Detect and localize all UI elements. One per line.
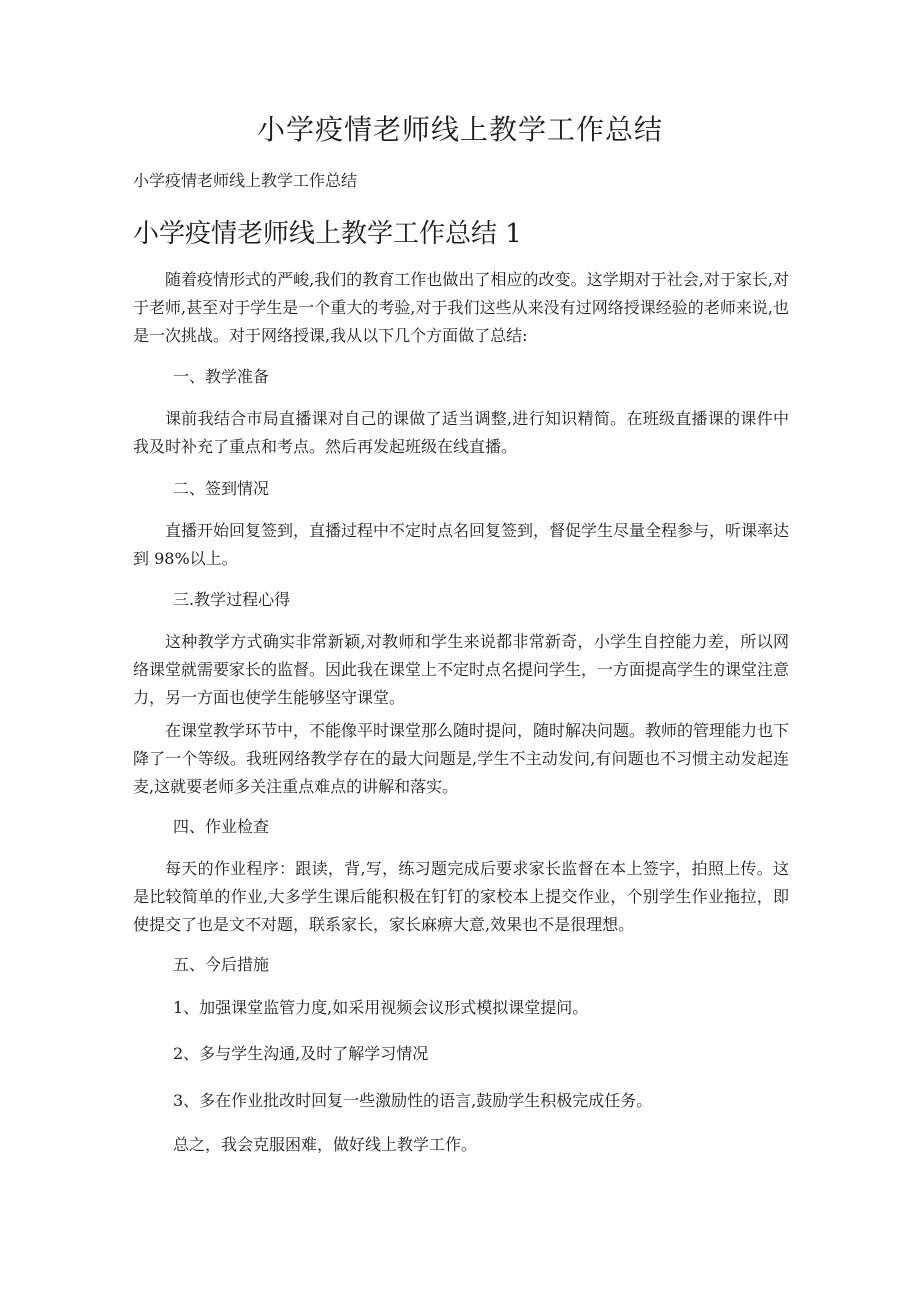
- conclusion-paragraph: 总之，我会克服困难，做好线上教学工作。: [173, 1135, 478, 1154]
- measure-item-3: 3、多在作业批改时回复一些激励性的语言,鼓励学生积极完成任务。: [173, 1091, 653, 1110]
- section-label-homework: 四、作业检查: [173, 817, 270, 836]
- intro-paragraph: 随着疫情形式的严峻,我们的教育工作也做出了相应的改变。这学期对于社会,对于家长,对于老师,甚至对于学生是一个重大的考验,对于我们这些从来没有过网络授课经验的老师来说,也是一次挑战。对于网络授课,我从以下几个方面做了总结:: [133, 270, 789, 345]
- checkin-paragraph: 直播开始回复签到，直播过程中不定时点名回复签到，督促学生尽量全程参与，听课率达到 98%以上。: [133, 521, 790, 568]
- measure-item-1: 1、加强课堂监管力度,如采用视频会议形式模拟课堂提问。: [173, 998, 589, 1017]
- section-label-checkin: 二、签到情况: [173, 479, 270, 498]
- section-label-teaching-process: 三.教学过程心得: [173, 590, 291, 609]
- document-subtitle: 小学疫情老师线上教学工作总结: [133, 171, 358, 190]
- teaching-process-paragraph-2: 在课堂教学环节中，不能像平时课堂那么随时提问，随时解决问题。教师的管理能力也下降了一个等级。我班网络教学存在的最大问题是,学生不主动发问,有问题也不习惯主动发起连麦,这就要老师多关注重点难点的讲解和落实。: [133, 721, 790, 796]
- document-title: 小学疫情老师线上教学工作总结: [256, 113, 663, 146]
- section-heading: 小学疫情老师线上教学工作总结 1: [133, 219, 522, 249]
- measure-item-2: 2、多与学生沟通,及时了解学习情况: [173, 1044, 429, 1063]
- teaching-process-paragraph-1: 这种教学方式确实非常新颖,对教师和学生来说都非常新奇，小学生自控能力差，所以网络课堂就需要家长的监督。因此我在课堂上不定时点名提问学生，一方面提高学生的课堂注意力，另一方面也使学生能够坚守课堂。: [133, 632, 790, 707]
- homework-paragraph: 每天的作业程序：跟读，背,写，练习题完成后要求家长监督在本上签字，拍照上传。这是比较简单的作业,大多学生课后能积极在钉钉的家校本上提交作业，个别学生作业拖拉，即使提交了也是文不对题，联系家长，家长麻痹大意,效果也不是很理想。: [133, 859, 789, 934]
- section-label-future-measures: 五、今后措施: [173, 955, 270, 974]
- preparation-paragraph: 课前我结合市局直播课对自己的课做了适当调整,进行知识精简。在班级直播课的课件中我及时补充了重点和考点。然后再发起班级在线直播。: [133, 409, 789, 456]
- section-label-preparation: 一、教学准备: [173, 367, 270, 386]
